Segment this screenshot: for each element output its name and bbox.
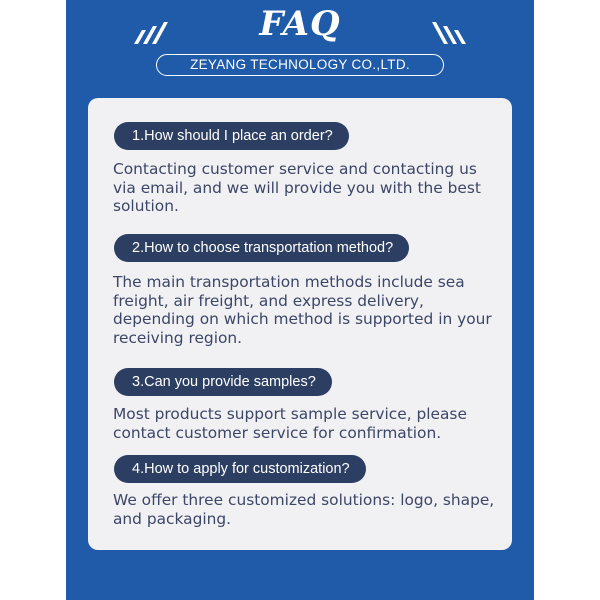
faq-question-1: 1.How should I place an order? (114, 122, 349, 150)
faq-answer-4: We offer three customized solutions: logo, shape, and packaging. (113, 491, 495, 528)
faq-card (88, 98, 512, 550)
faq-question-3: 3.Can you provide samples? (114, 368, 332, 396)
slash-decoration-icon (428, 18, 468, 46)
company-name-badge: ZEYANG TECHNOLOGY CO.,LTD. (156, 54, 444, 76)
page-title: FAQ (259, 4, 341, 44)
faq-panel (66, 0, 534, 600)
faq-answer-1: Contacting customer service and contacting us via email, and we will provide you with the best solution. (113, 160, 481, 216)
faq-question-2: 2.How to choose transportation method? (114, 234, 409, 262)
faq-answer-3: Most products support sample service, please contact customer service for confirmation. (113, 405, 467, 442)
faq-answer-2: The main transportation methods include sea freight, air freight, and express delivery, depending on which method is supported in your receiving region. (113, 273, 492, 347)
faq-question-4: 4.How to apply for customization? (114, 455, 366, 483)
